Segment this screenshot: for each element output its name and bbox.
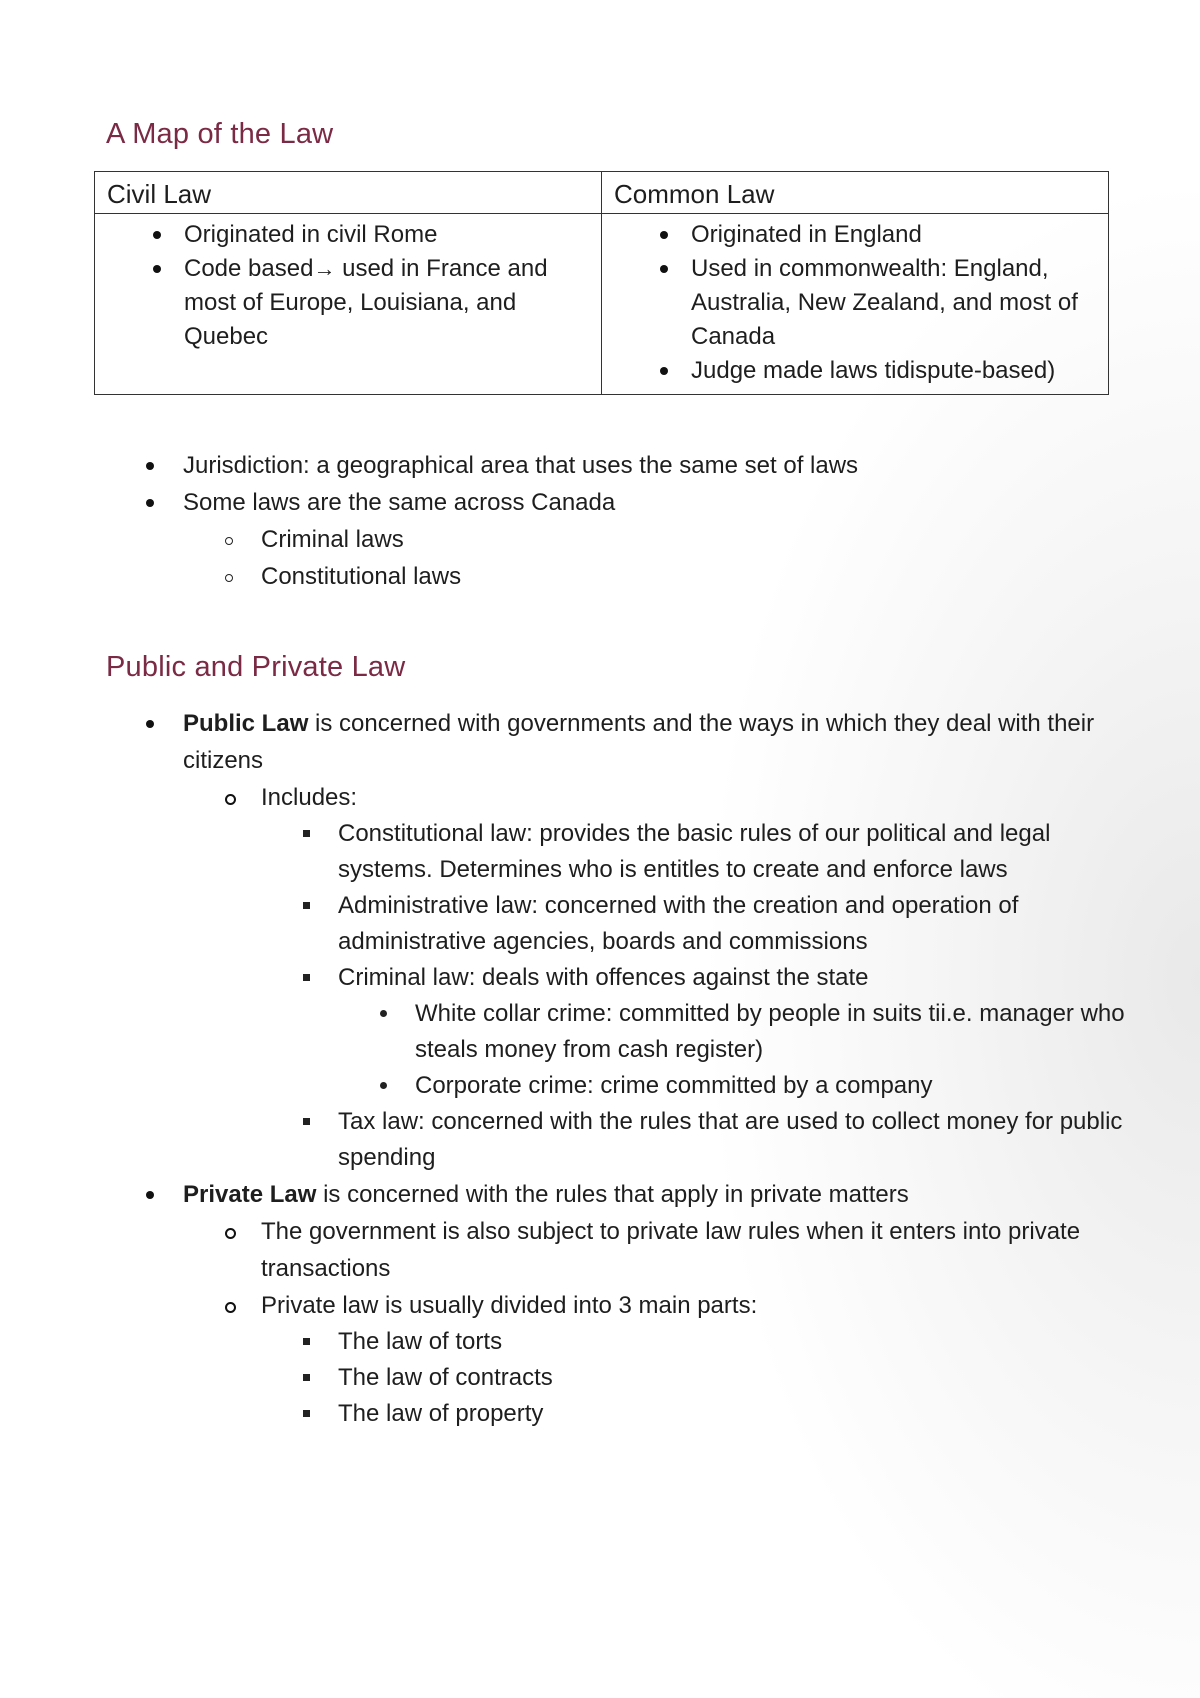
public-law-term: Public Law <box>183 710 309 737</box>
list-item <box>183 779 1136 1176</box>
civil-law-usage: used in France and most of Europe, Louisiana, and Quebec <box>184 255 548 350</box>
section-title-public-private-law: Public and Private Law <box>106 651 406 683</box>
jurisdiction-bullet-list <box>106 447 1136 595</box>
right-arrow-icon: → <box>313 256 336 281</box>
public-law-sublist <box>183 779 1136 1176</box>
common-law-list <box>614 218 1096 388</box>
includes-label: Includes: <box>261 784 358 811</box>
section-title-map-of-law: A Map of the Law <box>106 118 334 150</box>
list-item <box>106 484 1136 595</box>
list-item: Used in commonwealth: England, Australia, New Zealand, and most of Canada <box>614 252 1096 354</box>
list-item: Criminal laws <box>183 521 1136 558</box>
private-law-description: is concerned with the rules that apply in private matters <box>316 1181 909 1208</box>
list-item <box>107 252 589 354</box>
private-law-sublist <box>183 1213 1136 1432</box>
criminal-law-definition: Criminal law: deals with offences against the state <box>338 964 869 991</box>
civil-law-origin: Originated in civil Rome <box>184 221 438 248</box>
column-header-common-law: Common Law <box>602 172 1109 214</box>
list-item: The government is also subject to private law rules when it enters into private transactions <box>183 1213 1136 1287</box>
table-body-row <box>95 214 1109 395</box>
civil-vs-common-law-table <box>94 171 1109 395</box>
list-item: The law of contracts <box>261 1360 1136 1396</box>
list-item: Constitutional law: provides the basic rules of our political and legal systems. Determines who is entitles to create and enforce laws <box>261 816 1136 888</box>
civil-law-code-based: Code based <box>184 255 314 282</box>
jurisdiction-definition: Jurisdiction: a geographical area that uses the same set of laws <box>183 452 859 479</box>
list-item: Administrative law: concerned with the creation and operation of administrative agencies, boards and commissions <box>261 888 1136 960</box>
crime-types-list <box>338 996 1136 1104</box>
public-private-bullet-list <box>106 705 1136 1432</box>
list-item: Judge made laws tidispute-based) <box>614 354 1096 388</box>
public-law-description: is concerned with governments and the ways in which they deal with their citizens <box>183 710 1095 774</box>
list-item: Tax law: concerned with the rules that are used to collect money for public spending <box>261 1104 1136 1176</box>
list-item <box>183 1287 1136 1432</box>
list-item: Corporate crime: crime committed by a company <box>338 1068 1136 1104</box>
civil-law-cell <box>95 214 602 395</box>
list-item <box>106 447 1136 484</box>
list-item: Originated in England <box>614 218 1096 252</box>
private-law-parts-list <box>261 1324 1136 1432</box>
private-law-parts-intro: Private law is usually divided into 3 main parts: <box>261 1292 758 1319</box>
list-item: Constitutional laws <box>183 558 1136 595</box>
list-item <box>106 1176 1136 1432</box>
list-item: The law of torts <box>261 1324 1136 1360</box>
private-law-term: Private Law <box>183 1181 317 1208</box>
list-item <box>106 705 1136 1176</box>
common-law-cell <box>602 214 1109 395</box>
same-laws-statement: Some laws are the same across Canada <box>183 489 616 516</box>
list-item: The law of property <box>261 1396 1136 1432</box>
public-law-types-list <box>261 816 1136 1176</box>
list-item: White collar crime: committed by people in suits tii.e. manager who steals money from cash register) <box>338 996 1136 1068</box>
table-header-row <box>95 172 1109 214</box>
list-item <box>107 218 589 252</box>
column-header-civil-law: Civil Law <box>95 172 602 214</box>
nationwide-laws-list <box>183 521 1136 595</box>
list-item <box>261 960 1136 1104</box>
civil-law-list <box>107 218 589 354</box>
